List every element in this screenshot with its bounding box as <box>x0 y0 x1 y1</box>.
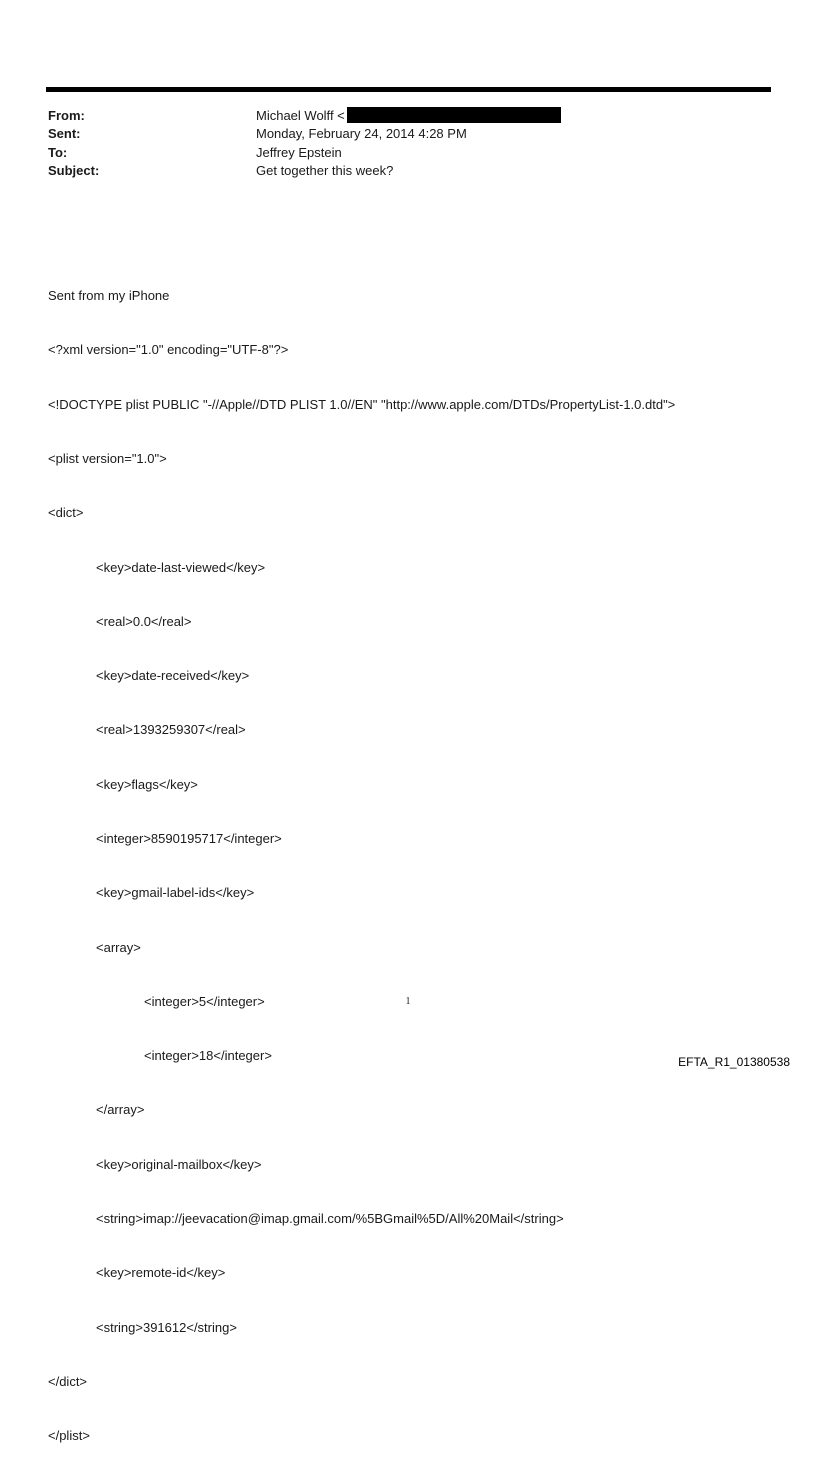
email-body <box>48 251 788 1463</box>
body-line: <string>391612</string> <box>96 1319 237 1335</box>
body-line: <key>remote-id</key> <box>96 1265 226 1281</box>
body-line: <real>0.0</real> <box>96 613 192 629</box>
subject-label: Subject: <box>48 162 100 178</box>
body-line: <plist version="1.0"> <box>48 451 167 467</box>
body-line: <dict> <box>48 505 84 521</box>
to-value: Jeffrey Epstein <box>256 144 342 160</box>
sent-value: Monday, February 24, 2014 4:28 PM <box>256 126 467 142</box>
from-value <box>256 107 561 125</box>
body-line: <key>flags</key> <box>96 776 198 792</box>
body-line: <?xml version="1.0" encoding="UTF-8"?> <box>48 342 289 358</box>
body-line: <key>gmail-label-ids</key> <box>96 885 255 901</box>
body-line: </plist> <box>48 1428 90 1444</box>
to-label: To: <box>48 144 68 160</box>
body-line: <key>original-mailbox</key> <box>96 1156 262 1172</box>
body-line: </dict> <box>48 1373 88 1389</box>
sent-row <box>48 125 748 143</box>
body-line: <!DOCTYPE plist PUBLIC "-//Apple//DTD PLIST 1.0//EN" "http://www.apple.com/DTDs/PropertyList-1.0.dtd"> <box>48 396 676 412</box>
body-line: Sent from my iPhone <box>48 288 170 304</box>
email-header <box>48 107 748 180</box>
body-line: <array> <box>96 939 141 955</box>
body-line: <key>date-last-viewed</key> <box>96 559 266 575</box>
body-line: <string>imap://jeevacation@imap.gmail.com/%5BGmail%5D/All%20Mail</string> <box>96 1210 564 1226</box>
body-line: </array> <box>96 1102 145 1118</box>
body-line: <integer>8590195717</integer> <box>96 831 282 846</box>
subject-row <box>48 162 748 180</box>
redaction-box <box>347 107 561 123</box>
body-line: <key>date-received</key> <box>96 668 250 684</box>
from-name: Michael Wolff < <box>256 108 345 123</box>
header-rule <box>46 87 771 92</box>
body-line: <integer>18</integer> <box>144 1048 272 1064</box>
to-row <box>48 144 748 162</box>
body-line: <integer>5</integer> <box>144 993 265 1009</box>
body-line: <real>1393259307</real> <box>96 722 246 738</box>
subject-value: Get together this week? <box>256 162 394 178</box>
sent-label: Sent: <box>48 126 81 142</box>
bates-number: EFTA_R1_01380538 <box>678 1055 790 1069</box>
from-label: From: <box>48 108 85 123</box>
from-row <box>48 107 748 125</box>
page-number: 1 <box>405 996 411 1007</box>
